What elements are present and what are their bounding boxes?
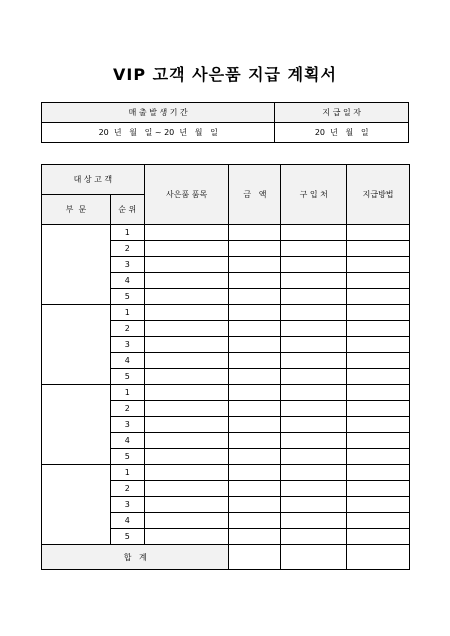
gift-item-cell: [144, 273, 229, 289]
rank-cell: 1: [110, 465, 144, 481]
gift-item-cell: [144, 353, 229, 369]
gift-item-cell: [144, 529, 229, 545]
gift-item-cell: [144, 513, 229, 529]
gift-item-cell: [144, 369, 229, 385]
period-label: 매 출 발 생 기 간: [42, 103, 275, 123]
amount-cell: [229, 241, 281, 257]
amount-cell: [229, 273, 281, 289]
gift-item-cell: [144, 305, 229, 321]
rank-cell: 5: [110, 289, 144, 305]
gift-item-cell: [144, 385, 229, 401]
table-row: [42, 465, 410, 481]
amount-cell: [229, 433, 281, 449]
target-customer-header: 대 상 고 객: [42, 165, 145, 195]
gift-item-cell: [144, 449, 229, 465]
vendor-cell: [281, 401, 347, 417]
rank-header: 순 위: [110, 195, 144, 225]
payment-method-cell: [347, 257, 410, 273]
vendor-cell: [281, 433, 347, 449]
date-label: 지 급 일 자: [275, 103, 409, 123]
payment-method-cell: [347, 369, 410, 385]
gift-item-cell: [144, 481, 229, 497]
payment-method-cell: [347, 353, 410, 369]
gift-item-header: 사은품 품목: [144, 165, 229, 225]
payment-method-cell: [347, 401, 410, 417]
rank-cell: 5: [110, 369, 144, 385]
amount-cell: [229, 465, 281, 481]
vendor-cell: [281, 321, 347, 337]
gift-item-cell: [144, 225, 229, 241]
amount-cell: [229, 513, 281, 529]
payment-method-cell: [347, 273, 410, 289]
gift-item-cell: [144, 321, 229, 337]
gift-item-cell: [144, 241, 229, 257]
amount-cell: [229, 321, 281, 337]
vendor-cell: [281, 417, 347, 433]
payment-method-cell: [347, 449, 410, 465]
date-value: 20 년 월 일: [275, 123, 409, 143]
payment-method-cell: [347, 529, 410, 545]
payment-method-cell: [347, 241, 410, 257]
table-row: [42, 385, 410, 401]
department-header: 부 문: [42, 195, 111, 225]
vendor-cell: [281, 241, 347, 257]
amount-cell: [229, 257, 281, 273]
department-cell: [42, 225, 111, 305]
info-table: [41, 102, 409, 143]
rank-cell: 1: [110, 385, 144, 401]
payment-method-cell: [347, 513, 410, 529]
payment-method-header: 지급방법: [347, 165, 410, 225]
vendor-cell: [281, 465, 347, 481]
vendor-cell: [281, 225, 347, 241]
payment-method-cell: [347, 497, 410, 513]
payment-method-cell: [347, 433, 410, 449]
gift-item-cell: [144, 401, 229, 417]
amount-cell: [229, 289, 281, 305]
vendor-cell: [281, 385, 347, 401]
gift-item-cell: [144, 417, 229, 433]
rank-cell: 4: [110, 433, 144, 449]
payment-method-cell: [347, 289, 410, 305]
rank-cell: 3: [110, 417, 144, 433]
gift-item-cell: [144, 433, 229, 449]
amount-cell: [229, 385, 281, 401]
gift-item-cell: [144, 497, 229, 513]
table-row: [42, 225, 410, 241]
rank-cell: 3: [110, 497, 144, 513]
gift-item-cell: [144, 257, 229, 273]
payment-method-cell: [347, 385, 410, 401]
payment-method-cell: [347, 465, 410, 481]
rank-cell: 4: [110, 273, 144, 289]
rank-cell: 2: [110, 241, 144, 257]
amount-cell: [229, 529, 281, 545]
department-cell: [42, 465, 111, 545]
payment-method-cell: [347, 417, 410, 433]
vendor-cell: [281, 257, 347, 273]
payment-method-cell: [347, 305, 410, 321]
vendor-cell: [281, 289, 347, 305]
vendor-cell: [281, 305, 347, 321]
payment-method-cell: [347, 225, 410, 241]
payment-method-cell: [347, 337, 410, 353]
vendor-cell: [281, 481, 347, 497]
page-title: VIP 고객 사은품 지급 계획서: [113, 65, 337, 84]
gift-plan-table: [41, 164, 410, 570]
amount-cell: [229, 353, 281, 369]
vendor-cell: [281, 337, 347, 353]
vendor-cell: [281, 353, 347, 369]
amount-cell: [229, 305, 281, 321]
total-label: 합 계: [42, 545, 229, 570]
rank-cell: 3: [110, 337, 144, 353]
gift-item-cell: [144, 289, 229, 305]
department-cell: [42, 385, 111, 465]
rank-cell: 2: [110, 401, 144, 417]
total-amount-cell: [229, 545, 281, 570]
gift-item-cell: [144, 337, 229, 353]
amount-header: 금 액: [229, 165, 281, 225]
department-cell: [42, 305, 111, 385]
gift-item-cell: [144, 465, 229, 481]
vendor-cell: [281, 529, 347, 545]
vendor-cell: [281, 273, 347, 289]
rank-cell: 3: [110, 257, 144, 273]
vendor-cell: [281, 369, 347, 385]
vendor-cell: [281, 497, 347, 513]
rank-cell: 2: [110, 321, 144, 337]
vendor-header: 구 입 처: [281, 165, 347, 225]
rank-cell: 2: [110, 481, 144, 497]
amount-cell: [229, 449, 281, 465]
table-body: [42, 225, 410, 545]
rank-cell: 5: [110, 529, 144, 545]
amount-cell: [229, 481, 281, 497]
amount-cell: [229, 337, 281, 353]
payment-method-cell: [347, 481, 410, 497]
amount-cell: [229, 401, 281, 417]
rank-cell: 1: [110, 225, 144, 241]
rank-cell: 1: [110, 305, 144, 321]
payment-method-cell: [347, 321, 410, 337]
vendor-cell: [281, 449, 347, 465]
vendor-cell: [281, 513, 347, 529]
amount-cell: [229, 369, 281, 385]
amount-cell: [229, 225, 281, 241]
period-value: 20 년 월 일 ~ 20 년 월 일: [42, 123, 275, 143]
amount-cell: [229, 417, 281, 433]
rank-cell: 4: [110, 513, 144, 529]
total-vendor-cell: [281, 545, 347, 570]
total-method-cell: [347, 545, 410, 570]
rank-cell: 4: [110, 353, 144, 369]
rank-cell: 5: [110, 449, 144, 465]
table-row: [42, 305, 410, 321]
amount-cell: [229, 497, 281, 513]
